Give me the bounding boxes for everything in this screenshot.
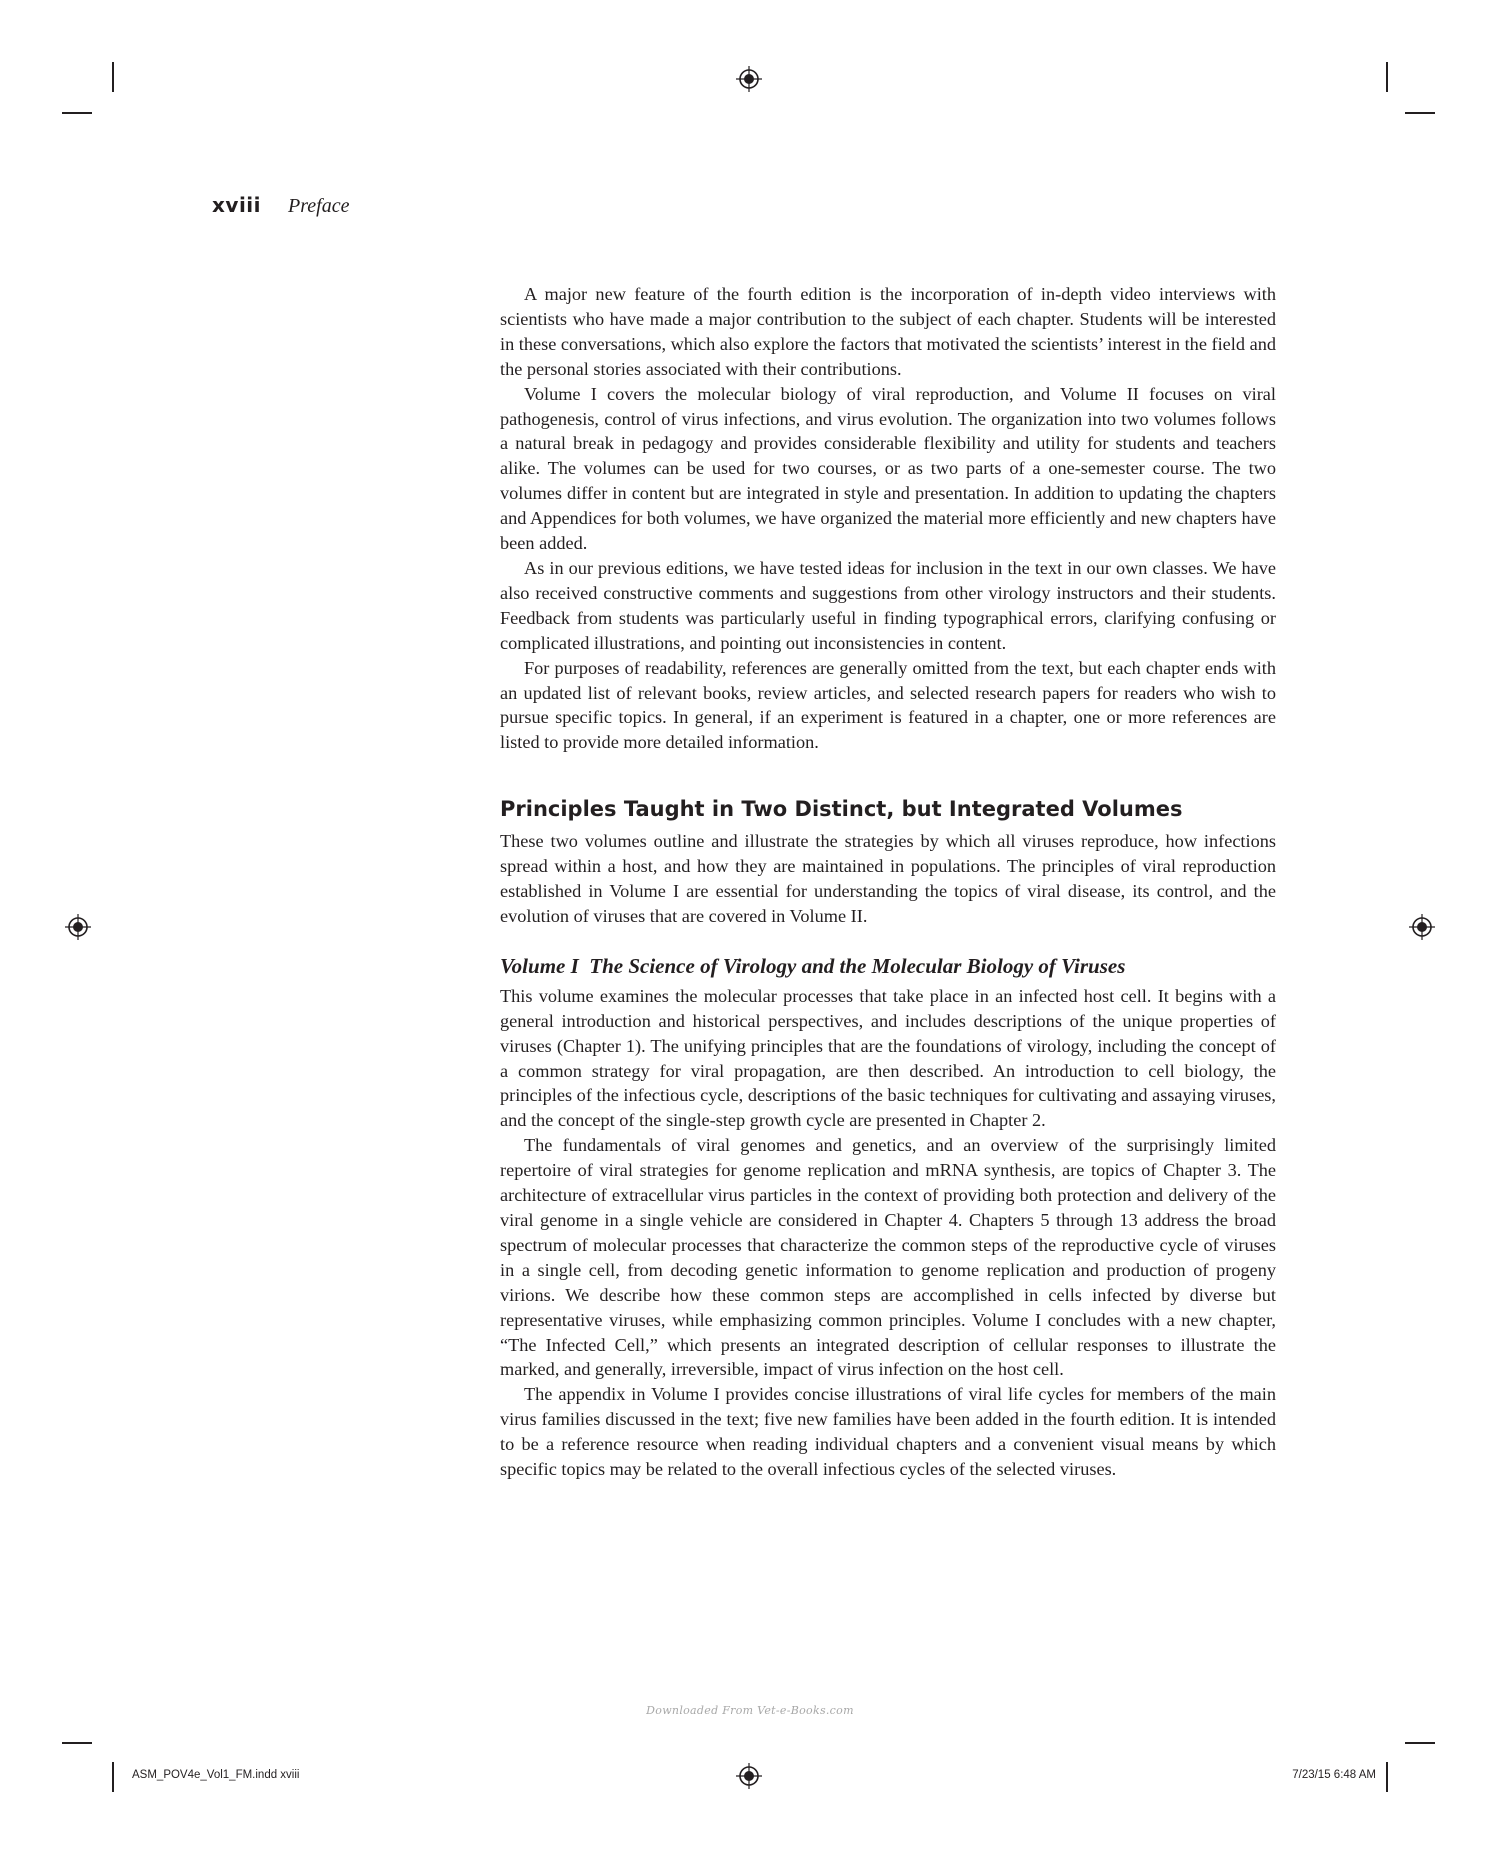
slug-filename: ASM_POV4e_Vol1_FM.indd xviii <box>132 1769 300 1781</box>
running-head <box>212 193 349 218</box>
crop-mark <box>112 1762 114 1792</box>
paragraph: As in our previous editions, we have tested ideas for inclusion in the text in our own classes. We have also received constructive comments and suggestions from other virology instructors and their students. Feedback from students was particularly useful in finding typographical errors, clarifying confusing or complicated illustrations, and pointing out inconsistencies in content. <box>500 557 1276 653</box>
page-number: xviii <box>212 193 262 217</box>
crop-mark <box>1405 1742 1435 1744</box>
running-title: Preface <box>288 195 350 217</box>
crop-mark <box>62 112 92 114</box>
paragraph: Volume I covers the molecular biology of viral reproduction, and Volume II focuses on viral pathogenesis, control of virus infections, and virus evolution. The organization into two volumes follows a natural break in pedagogy and provides considerable flexibility and utility for students and teachers alike. The volumes can be used for two courses, or as two parts of a one-semester course. The two volumes differ in content but are integrated in style and presentation. In addition to updating the chapters and Appendices for both volumes, we have organized the material more efficiently and new chapters have been added. <box>500 383 1276 554</box>
watermark: Downloaded From Vet-e-Books.com <box>646 1704 854 1717</box>
subsection-heading: Volume I The Science of Virology and the Molecular Biology of Viruses <box>500 953 1126 978</box>
paragraph: A major new feature of the fourth edition is the incorporation of in-depth video interviews with scientists who have made a major contribution to the subject of each chapter. Students will be interested in these conversations, which also explore the factors that motivated the scientists’ interest in the field and the personal stories associated with their contributions. <box>500 284 1276 379</box>
registration-mark-icon <box>1409 914 1435 940</box>
paragraph: For purposes of readability, references are generally omitted from the text, but each chapter ends with an updated list of relevant books, review articles, and selected research papers for readers who wish to pursue specific topics. In general, if an experiment is featured in a chapter, one or more references are listed to provide more detailed information. <box>500 657 1276 753</box>
crop-mark <box>62 1742 92 1744</box>
slug-datetime: 7/23/15 6:48 AM <box>1292 1769 1376 1781</box>
registration-mark-icon <box>736 66 762 92</box>
registration-mark-icon <box>736 1763 762 1789</box>
section-heading: Principles Taught in Two Distinct, but Integrated Volumes <box>500 797 1183 822</box>
crop-mark <box>1386 1762 1388 1792</box>
crop-mark <box>1405 112 1435 114</box>
main-text <box>500 282 1276 1482</box>
crop-mark <box>112 62 114 92</box>
paragraph: The fundamentals of viral genomes and genetics, and an overview of the surprisingly limited repertoire of viral strategies for genome replication and mRNA synthesis, are topics of Chapter 3. The architecture of extracellular virus particles in the context of providing both protection and delivery of the viral genome in a single vehicle are considered in Chapter 4. Chapters 5 through 13 address the broad spectrum of molecular processes that characterize the common steps of the reproductive cycle of viruses in a single cell, from decoding genetic information to genome replication and production of progeny virions. We describe how these common steps are accomplished in cells infected by diverse but representative viruses, while emphasizing common principles. Volume I concludes with a new chapter, “The Infected Cell,” which presents an integrated description of cellular responses to illustrate the marked, and generally, irreversible, impact of virus infection on the host cell. <box>500 1135 1276 1380</box>
paragraph: The appendix in Volume I provides concise illustrations of viral life cycles for members of the main virus families discussed in the text; five new families have been added in the fourth edition. It is intended to be a reference resource when reading individual chapters and a convenient visual means by which specific topics may be related to the overall infectious cycles of the selected viruses. <box>500 1384 1276 1480</box>
registration-mark-icon <box>65 914 91 940</box>
crop-mark <box>1386 62 1388 92</box>
paragraph: These two volumes outline and illustrate the strategies by which all viruses reproduce, how infections spread within a host, and how they are maintained in populations. The principles of viral reproduction established in Volume I are essential for understanding the topics of viral disease, its control, and the evolution of viruses that are covered in Volume II. <box>500 831 1276 926</box>
paragraph: This volume examines the molecular processes that take place in an infected host cell. It begins with a general introduction and historical perspectives, and includes descriptions of the unique properties of viruses (Chapter 1). The unifying principles that are the foundations of virology, including the concept of a common strategy for viral propagation, are then described. An introduction to cell biology, the principles of the infectious cycle, descriptions of the basic techniques for cultivating and assaying viruses, and the concept of the single-step growth cycle are presented in Chapter 2. <box>500 985 1276 1131</box>
